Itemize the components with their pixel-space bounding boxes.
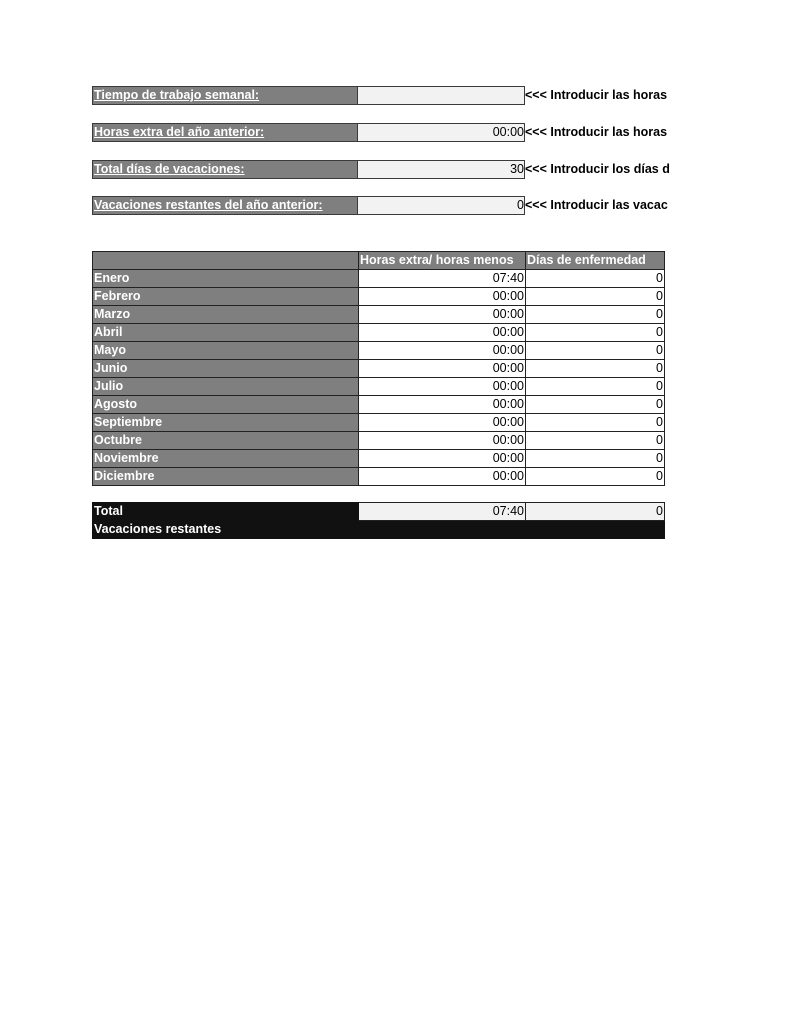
month-label: Septiembre bbox=[93, 414, 359, 432]
header-hours: Horas extra/ horas menos bbox=[359, 252, 526, 270]
table-row bbox=[93, 468, 665, 486]
sick-days-cell[interactable]: 0 bbox=[526, 306, 665, 324]
vacation-total-label: Total días de vacaciones: bbox=[92, 160, 359, 179]
weekly-hours-label: Tiempo de trabajo semanal: bbox=[92, 86, 359, 105]
sick-days-cell[interactable]: 0 bbox=[526, 342, 665, 360]
overtime-prev-row bbox=[92, 123, 792, 142]
hours-cell[interactable]: 00:00 bbox=[359, 396, 526, 414]
spreadsheet bbox=[92, 86, 670, 556]
table-row bbox=[93, 432, 665, 450]
total-hours-cell[interactable]: 07:40 bbox=[359, 503, 526, 521]
vacation-prev-label: Vacaciones restantes del año anterior: bbox=[92, 196, 359, 215]
hours-cell[interactable]: 00:00 bbox=[359, 378, 526, 396]
hours-cell[interactable]: 00:00 bbox=[359, 468, 526, 486]
vacation-prev-row bbox=[92, 196, 792, 215]
table-row bbox=[93, 414, 665, 432]
table-row bbox=[93, 450, 665, 468]
month-label: Mayo bbox=[93, 342, 359, 360]
overtime-prev-cell[interactable]: 00:00 bbox=[357, 123, 525, 142]
remaining-sick-cell[interactable] bbox=[526, 521, 665, 539]
monthly-table bbox=[92, 251, 665, 539]
total-sick-cell[interactable]: 0 bbox=[526, 503, 665, 521]
total-row bbox=[93, 503, 665, 521]
hours-cell[interactable]: 00:00 bbox=[359, 360, 526, 378]
overtime-prev-hint: <<< Introducir las horas bbox=[525, 125, 668, 139]
hours-cell[interactable]: 00:00 bbox=[359, 450, 526, 468]
table-row bbox=[93, 270, 665, 288]
overtime-prev-label: Horas extra del año anterior: bbox=[92, 123, 359, 142]
month-label: Marzo bbox=[93, 306, 359, 324]
sick-days-cell[interactable]: 0 bbox=[526, 450, 665, 468]
month-label: Abril bbox=[93, 324, 359, 342]
sick-days-cell[interactable]: 0 bbox=[526, 288, 665, 306]
month-label: Diciembre bbox=[93, 468, 359, 486]
table-row bbox=[93, 288, 665, 306]
table-row bbox=[93, 378, 665, 396]
hours-cell[interactable]: 00:00 bbox=[359, 324, 526, 342]
sick-days-cell[interactable]: 0 bbox=[526, 432, 665, 450]
remaining-vacation-label: Vacaciones restantes bbox=[93, 521, 359, 539]
sick-days-cell[interactable]: 0 bbox=[526, 324, 665, 342]
sick-days-cell[interactable]: 0 bbox=[526, 468, 665, 486]
vacation-prev-cell[interactable]: 0 bbox=[357, 196, 525, 215]
remaining-hours-cell[interactable] bbox=[359, 521, 526, 539]
sick-days-cell[interactable]: 0 bbox=[526, 360, 665, 378]
sick-days-cell[interactable]: 0 bbox=[526, 378, 665, 396]
month-label: Junio bbox=[93, 360, 359, 378]
remaining-vacation-row bbox=[93, 521, 665, 539]
hours-cell[interactable]: 00:00 bbox=[359, 432, 526, 450]
table-row bbox=[93, 396, 665, 414]
weekly-hours-row bbox=[92, 86, 792, 105]
month-label: Agosto bbox=[93, 396, 359, 414]
month-label: Enero bbox=[93, 270, 359, 288]
sick-days-cell[interactable]: 0 bbox=[526, 270, 665, 288]
total-label: Total bbox=[93, 503, 359, 521]
month-label: Julio bbox=[93, 378, 359, 396]
header-month bbox=[93, 252, 359, 270]
hours-cell[interactable]: 00:00 bbox=[359, 288, 526, 306]
hours-cell[interactable]: 00:00 bbox=[359, 342, 526, 360]
hours-cell[interactable]: 00:00 bbox=[359, 414, 526, 432]
month-label: Febrero bbox=[93, 288, 359, 306]
month-label: Noviembre bbox=[93, 450, 359, 468]
weekly-hours-cell[interactable] bbox=[357, 86, 525, 105]
vacation-total-hint: <<< Introducir los días d bbox=[525, 162, 670, 176]
sick-days-cell[interactable]: 0 bbox=[526, 414, 665, 432]
weekly-hours-hint: <<< Introducir las horas bbox=[525, 88, 668, 102]
table-row bbox=[93, 306, 665, 324]
sick-days-cell[interactable]: 0 bbox=[526, 396, 665, 414]
header-sick-days: Días de enfermedad bbox=[526, 252, 665, 270]
table-row bbox=[93, 324, 665, 342]
hours-cell[interactable]: 00:00 bbox=[359, 306, 526, 324]
vacation-total-row bbox=[92, 160, 792, 179]
month-label: Octubre bbox=[93, 432, 359, 450]
spacer-row bbox=[93, 486, 665, 503]
vacation-prev-hint: <<< Introducir las vacac bbox=[525, 198, 668, 212]
table-header-row bbox=[93, 252, 665, 270]
table-row bbox=[93, 342, 665, 360]
table-row bbox=[93, 360, 665, 378]
hours-cell[interactable]: 07:40 bbox=[359, 270, 526, 288]
vacation-total-cell[interactable]: 30 bbox=[357, 160, 525, 179]
